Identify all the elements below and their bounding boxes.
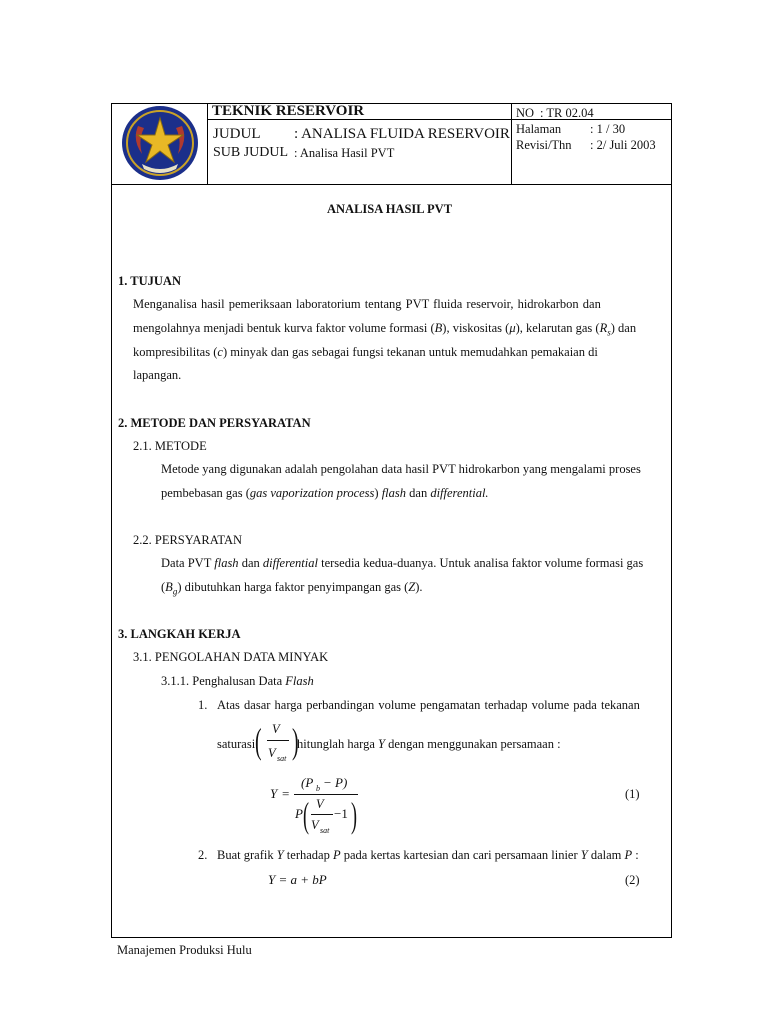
header-revisi-value: : 2/ Juli 2003 — [590, 138, 656, 152]
header-halaman-value: : 1 / 30 — [590, 122, 626, 136]
header-subjudul-value: : Analisa Hasil PVT — [294, 146, 395, 160]
section-1-heading: 1. TUJUAN — [118, 274, 181, 288]
page-frame — [111, 103, 672, 938]
header-divider-logo — [207, 104, 208, 184]
s1-line-3: kompresibilitas (c) minyak dan gas sebagai fungsi tekanan untuk memudahkan pemakaian di — [133, 345, 598, 359]
s22-line-1: Data PVT flash dan differential tersedia kedua-duanya. Untuk analisa faktor volume formasi gas — [161, 556, 644, 570]
section-2-2-heading: 2.2. PERSYARATAN — [133, 533, 243, 547]
section-3-heading: 3. LANGKAH KERJA — [118, 627, 241, 641]
equation-2-number: (2) — [625, 873, 640, 887]
header-subjudul-label: SUB JUDUL — [213, 145, 289, 160]
v-over-vsat-fraction: ( V V sat ) — [255, 721, 299, 763]
section-3-1-1-heading: 3.1.1. Penghalusan Data Flash — [161, 674, 314, 688]
section-2-1-heading: 2.1. METODE — [133, 439, 207, 453]
equation-1-number: (1) — [625, 787, 640, 801]
header-no-value: : TR 02.04 — [540, 106, 594, 120]
company-logo-icon — [120, 104, 200, 182]
s21-line-1: Metode yang digunakan adalah pengolahan data hasil PVT hidrokarbon yang mengalami proses — [161, 462, 641, 476]
equation-1: Y = (P b − P) P ( V V sat −1 ) — [270, 775, 357, 835]
header-no-label: NO — [516, 106, 535, 120]
header-divider-meta — [511, 104, 512, 184]
equation-2: Y = a + bP — [268, 872, 327, 887]
header-dept: TEKNIK RESERVOIR — [212, 103, 365, 119]
page-footer: Manajemen Produksi Hulu — [117, 943, 252, 957]
doc-title: ANALISA HASIL PVT — [327, 202, 453, 216]
header-judul-label: JUDUL — [213, 126, 261, 142]
header-halaman-label: Halaman — [516, 122, 562, 136]
header-bottom-border — [112, 184, 671, 185]
item-1-hitung: hitunglah harga Y dengan menggunakan persamaan : — [297, 737, 561, 751]
item-1-saturasi: saturasi — [217, 737, 256, 751]
s1-line-1: Menganalisa hasil pemeriksaan laboratorium tentang PVT fluida reservoir, hidrokarbon dan — [133, 297, 601, 311]
s1-line-2: mengolahnya menjadi bentuk kurva faktor volume formasi (B), viskositas (μ), kelarutan gas $(R_s)$ dan — [133, 321, 637, 338]
item-2-number: 2. — [198, 848, 208, 862]
section-2-heading: 2. METODE DAN PERSYARATAN — [118, 416, 311, 430]
item-2-line-1: Buat grafik Y terhadap P pada kertas kartesian dan cari persamaan linier Y dalam P : — [217, 848, 639, 862]
item-1-line-1: Atas dasar harga perbandingan volume pengamatan terhadap volume pada tekanan — [217, 698, 640, 712]
header-judul-value: : ANALISA FLUIDA RESERVOIR — [294, 126, 510, 142]
item-1-number: 1. — [198, 698, 208, 712]
section-3-1-heading: 3.1. PENGOLAHAN DATA MINYAK — [133, 650, 329, 664]
s1-line-4: lapangan. — [133, 368, 182, 382]
header-revisi-label: Revisi/Thn — [516, 138, 572, 152]
s22-line-2: $(B_g)$ dibutuhkan harga faktor penyimpangan gas (Z). — [161, 580, 423, 597]
s21-line-2: pembebasan gas (gas vaporization process) flash dan differential. — [161, 486, 489, 500]
